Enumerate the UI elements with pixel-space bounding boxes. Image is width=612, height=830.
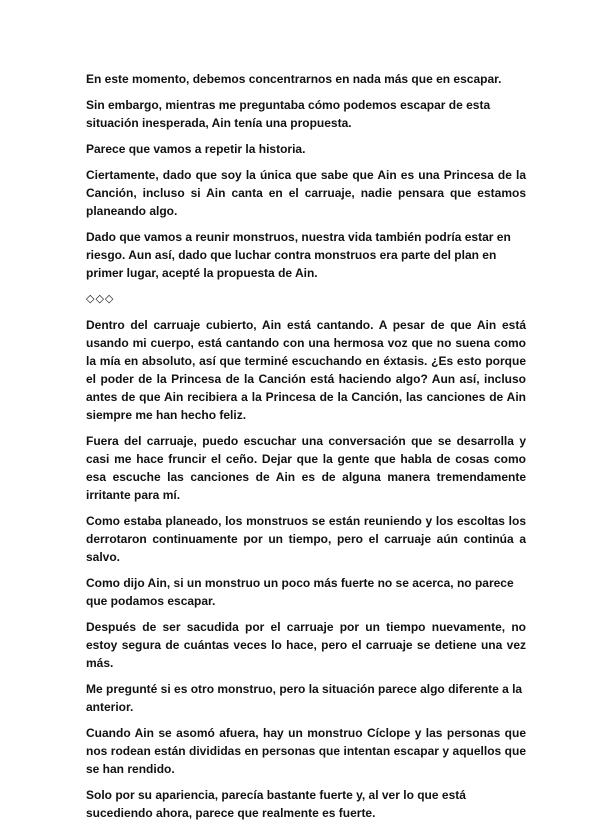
scene-separator: ◇◇◇ — [86, 292, 115, 305]
paragraph: Fuera del carruaje, puedo escuchar una conversación que se desarrolla y casi me hace fruncir el ceño. Dejar que la gente que habla de cosas como esa escuche las canciones de Ain es de alguna manera tremendamente irritante para mí. — [86, 434, 526, 502]
paragraph: Solo por su apariencia, parecía bastante fuerte y, al ver lo que está sucediendo ahora, parece que realmente es fuerte. — [86, 788, 466, 820]
paragraph: Como estaba planeado, los monstruos se están reuniendo y los escoltas los derrotaron continuamente por un tiempo, pero el carruaje aún continúa a salvo. — [86, 514, 526, 564]
paragraph: Parece que vamos a repetir la historia. — [86, 142, 306, 156]
paragraph: Como dijo Ain, si un monstruo un poco más fuerte no se acerca, no parece que podamos escapar. — [86, 576, 514, 608]
paragraph: Sin embargo, mientras me preguntaba cómo podemos escapar de esta situación inesperada, Ain tenía una propuesta. — [86, 98, 491, 130]
document-page — [86, 70, 526, 830]
paragraph: Cuando Ain se asomó afuera, hay un monstruo Cíclope y las personas que nos rodean están divididas en personas que intentan escapar y aquellos que se han rendido. — [86, 726, 526, 776]
paragraph: Ciertamente, dado que soy la única que sabe que Ain es una Princesa de la Canción, incluso si Ain canta en el carruaje, nadie pensara que estamos planeando algo. — [86, 168, 526, 218]
paragraph: Dado que vamos a reunir monstruos, nuestra vida también podría estar en riesgo. Aun así, dado que luchar contra monstruos era parte del plan en primer lugar, acepté la propuesta de Ain. — [86, 230, 511, 280]
paragraph: Después de ser sacudida por el carruaje por un tiempo nuevamente, no estoy segura de cuántas veces lo hace, pero el carruaje se detiene una vez más. — [86, 620, 526, 670]
paragraph: Me pregunté si es otro monstruo, pero la situación parece algo diferente a la anterior. — [86, 682, 523, 714]
paragraph: En este momento, debemos concentrarnos en nada más que en escapar. — [86, 72, 502, 86]
paragraph: Dentro del carruaje cubierto, Ain está cantando. A pesar de que Ain está usando mi cuerpo, está cantando con una hermosa voz que no suena como la mía en absoluto, así que terminé escuchando en éxtasis. ¿Es esto porque el poder de la Princesa de la Canción está haciendo algo? Aun así, incluso antes de que Ain recibiera a la Princesa de la Canción, las canciones de Ain siempre me han hecho feliz. — [86, 318, 526, 422]
